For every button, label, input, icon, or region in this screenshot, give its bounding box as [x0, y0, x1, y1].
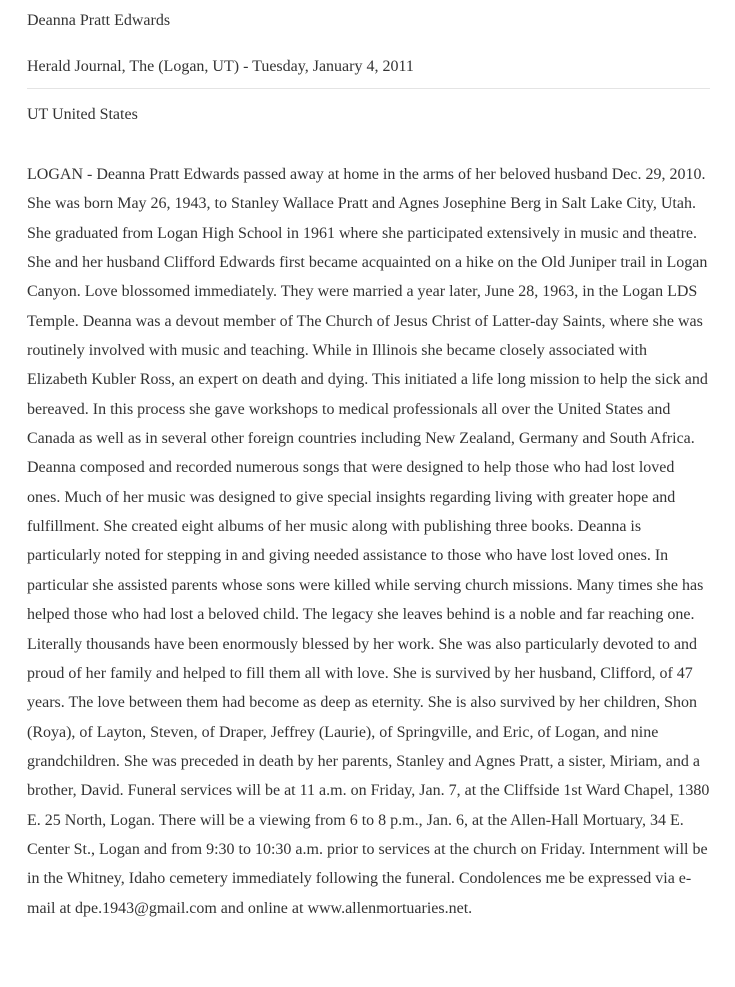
deceased-name: Deanna Pratt Edwards	[27, 12, 171, 29]
header-divider	[27, 88, 710, 89]
publication-source: Herald Journal, The (Logan, UT) - Tuesday, January 4, 2011	[27, 58, 414, 75]
obituary-text: LOGAN - Deanna Pratt Edwards passed away at home in the arms of her beloved husband Dec. 29, 2010. She was born May 26, 1943, to Stanley Wallace Pratt and Agnes Josephine Berg in Salt Lake City, Utah. She graduated from Logan High School in 1961 where she participated extensively in music and theatre. She and her husband Clifford Edwards first became acquainted on a hike on the Old Juniper trail in Logan Canyon. Love blossomed immediately. They were married a year later, June 28, 1963, in the Logan LDS Temple. Deanna was a devout member of The Church of Jesus Christ of Latter-day Saints, where she was routinely involved with music and teaching. While in Illinois she became closely associated with Elizabeth Kubler Ross, an expert on death and dying. This initiated a life long mission to help the sick and bereaved. In this process she gave workshops to medical professionals all over the United States and Canada as well as in several other foreign countries including New Zealand, Germany and South Africa. Deanna composed and recorded numerous songs that were designed to help those who had lost loved ones. Much of her music was designed to give special insights regarding living with greater hope and fulfillment. She created eight albums of her music along with publishing three books. Deanna is particularly noted for stepping in and giving needed assistance to those who have lost loved ones. In particular she assisted parents whose sons were killed while serving church missions. Many times she has helped those who had lost a beloved child. The legacy she leaves behind is a noble and far reaching one. Literally thousands have been enormously blessed by her work. She was also particularly devoted to and proud of her family and helped to fill them all with love. She is survived by her husband, Clifford, of 47 years. The love between them had become as deep as eternity. She is also survived by her children, Shon (Roya), of Layton, Steven, of Draper, Jeffrey (Laurie), of Springville, and Eric, of Logan, and nine grandchildren. She was preceded in death by her parents, Stanley and Agnes Pratt, a sister, Miriam, and a brother, David. Funeral services will be at 11 a.m. on Friday, Jan. 7, at the Cliffside 1st Ward Chapel, 1380 E. 25 North, Logan. There will be a viewing from 6 to 8 p.m., Jan. 6, at the Allen-Hall Mortuary, 34 E. Center St., Logan and from 9:30 to 10:30 a.m. prior to services at the church on Friday. Internment will be in the Whitney, Idaho cemetery immediately following the funeral. Condolences me be expressed via e-mail at dpe.1943@gmail.com and online at www.allenmortuaries.net.	[27, 166, 710, 917]
location: UT United States	[27, 106, 138, 123]
